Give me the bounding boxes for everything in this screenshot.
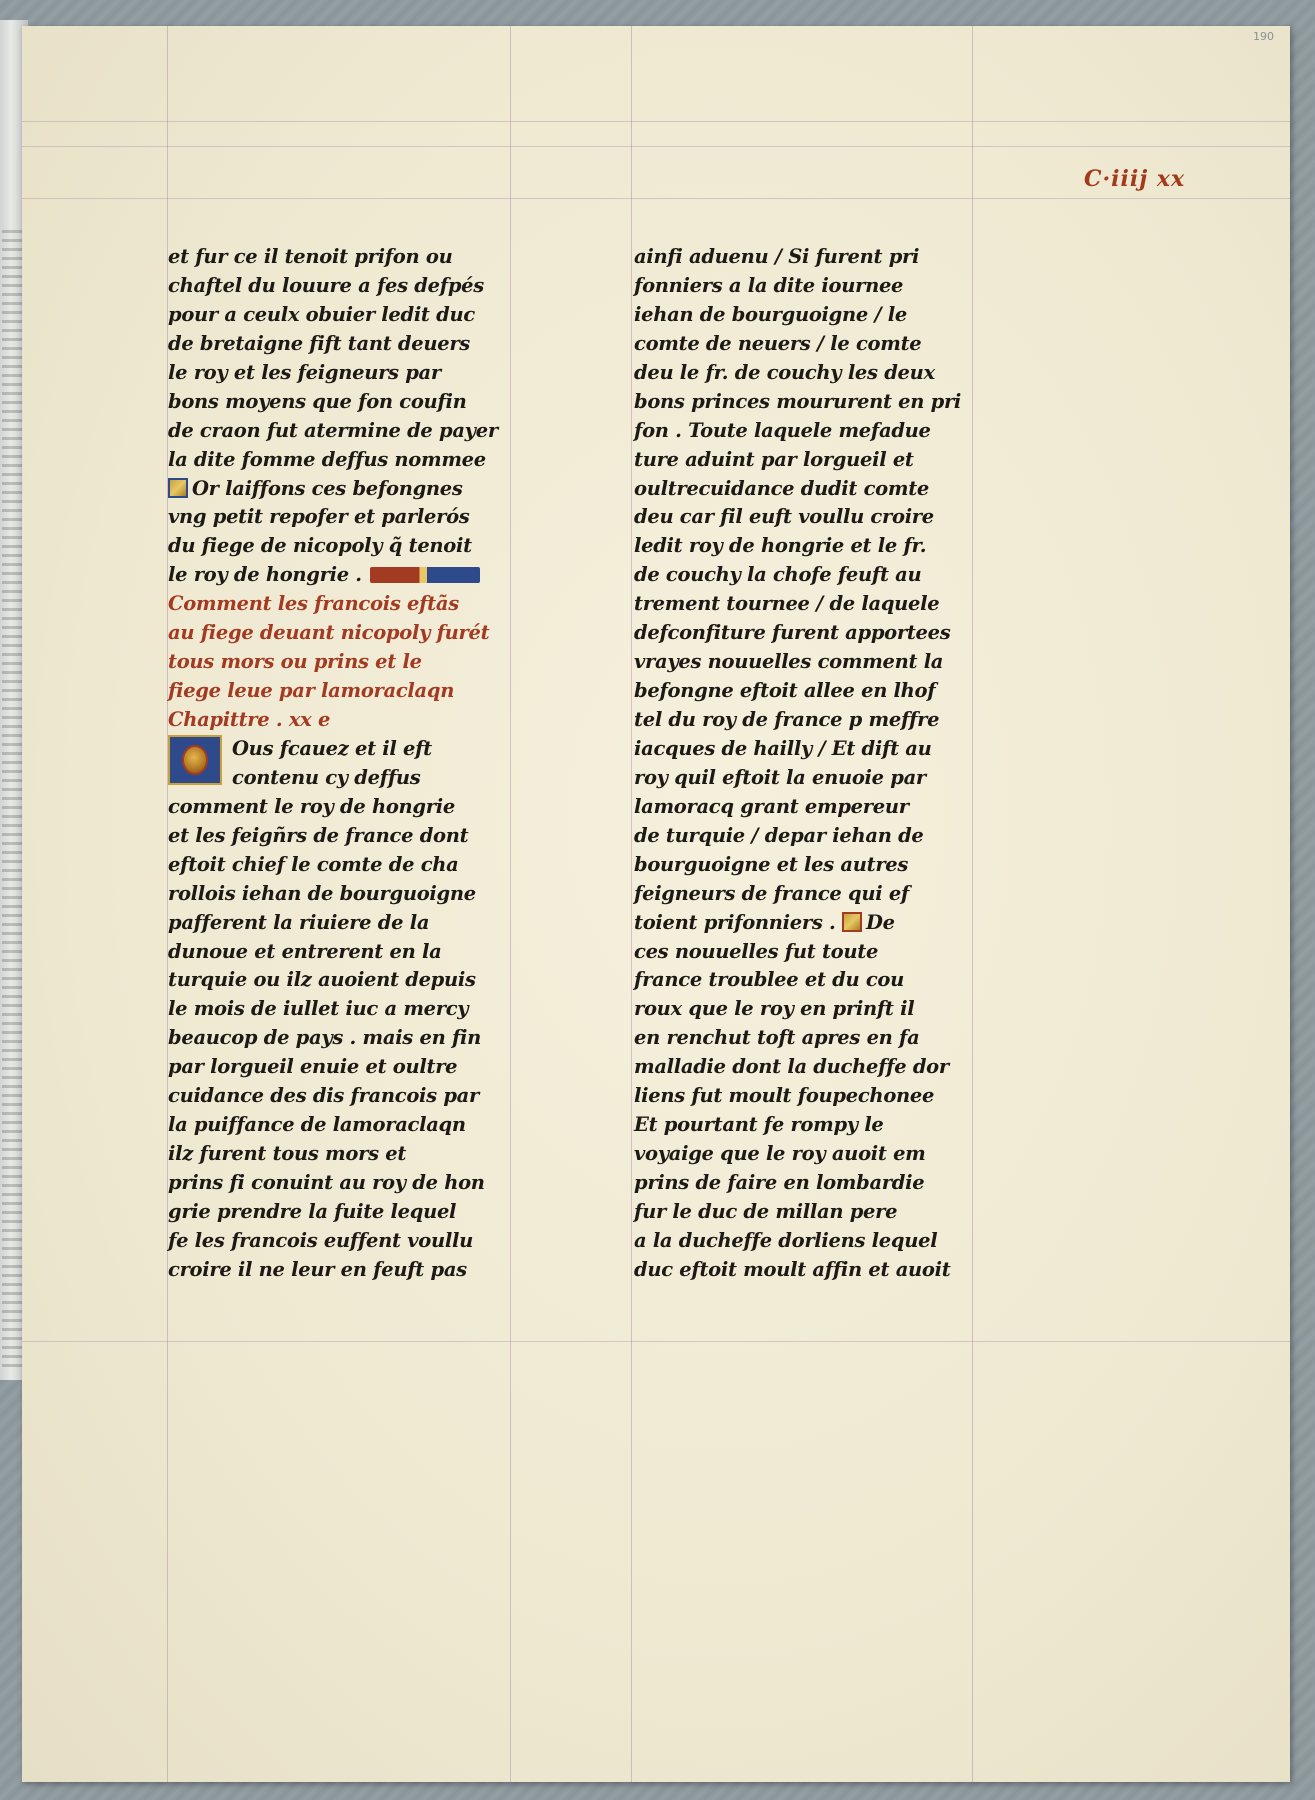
text-line: Et pourtant fe rompy le [634,1113,884,1137]
text-line: bons princes moururent en pri [634,389,962,413]
text-line: duc eftoit moult affin et auoit [634,1257,951,1281]
line-filler-ornament [370,567,480,583]
decorated-initial-icon [842,912,862,932]
text-line: comte de neuers / le comte [634,331,922,355]
ruling-line [22,146,1290,147]
rubric-line: au fiege deuant nicopoly furét [168,621,490,645]
text-line: contenu cy deffus [232,765,421,789]
text-line: par lorgueil enuie et oultre [168,1055,458,1079]
text-line: le roy de hongrie . [168,563,362,587]
text-line: bourguoigne et les autres [634,852,909,876]
manuscript-page [22,26,1290,1782]
text-line: deu car fil euft voullu croire [634,505,934,529]
text-line: toient prifonniers . [634,910,836,934]
text-line: de bretaigne fift tant deuers [168,331,470,355]
text-line: De [866,910,895,934]
text-line: malladie dont la ducheffe dor [634,1055,949,1079]
initial-ornament [182,745,208,775]
text-line: rollois iehan de bourguoigne [168,881,476,905]
text-line: deu le fr. de couchy les deux [634,360,935,384]
text-line: voyaige que le roy auoit em [634,1142,926,1166]
text-line: fonniers a la dite iournee [634,273,904,297]
text-line: vng petit repofer et parlerós [168,505,470,529]
text-line: defconfiture furent apportees [634,621,951,645]
text-line: tel du roy de france p meffre [634,708,940,731]
text-line: grie prendre la fuite lequel [168,1199,457,1223]
ruling-line [22,198,1290,199]
text-line: feigneurs de france qui ef [634,881,910,905]
text-line: cuidance des dis francois par [168,1084,479,1108]
text-line: pour a ceulx obuier ledit duc [168,302,475,326]
text-line: de turquie / depar iehan de [634,823,924,847]
text-line: turquie ou ilz auoient depuis [168,968,476,992]
text-line: vrayes nouuelles comment la [634,650,944,674]
illuminated-initial-icon [168,735,222,785]
text-line: le mois de iullet iuc a mercy [168,997,469,1021]
text-line: roux que le roy en prinft il [634,997,915,1021]
text-line-with-initial [634,909,994,938]
text-line: roy quil eftoit la enuoie par [634,765,926,789]
right-column [634,243,994,1285]
text-line: Or laiffons ces befongnes [192,476,463,500]
running-head: C·iiij xx [1084,166,1186,192]
rubric-line: Chapittre . xx e [168,708,331,731]
text-line: et les feigñrs de france dont [168,823,469,847]
text-line: et fur ce il tenoit prifon ou [168,245,453,268]
text-line: ainfi aduenu / Si furent pri [634,245,920,268]
text-line: la dite fomme deffus nommee [168,447,486,471]
text-line: eftoit chief le comte de cha [168,852,459,876]
text-line: pafferent la riuiere de la [168,910,430,934]
text-line: dunoue et entrerent en la [168,939,442,963]
text-line: oultrecuidance dudit comte [634,476,930,500]
text-line: iacques de hailly / Et dift au [634,736,932,760]
text-line: liens fut moult foupechonee [634,1084,935,1108]
text-line: chaftel du louure a fes defpés [168,273,484,297]
text-line: du fiege de nicopoly q̃ tenoit [168,534,472,558]
chapter-opening [168,735,513,793]
text-line: ilz furent tous mors et [168,1142,407,1166]
left-column [168,243,513,1285]
rubric-line: tous mors ou prins et le [168,650,422,674]
text-line: ledit roy de hongrie et le fr. [634,534,927,558]
text-line: comment le roy de hongrie [168,794,455,818]
text-line: en renchut toft apres en fa [634,1026,920,1050]
text-line: la puiffance de lamoraclaqn [168,1113,466,1137]
text-line: prins fi conuint au roy de hon [168,1171,485,1194]
text-line: ture aduint par lorgueil et [634,447,914,471]
adjacent-page-text [2,230,24,1370]
text-line: Ous fcauez et il eft [232,736,432,760]
rubric-line: Comment les francois eftãs [168,592,459,616]
ruling-line [631,26,632,1782]
text-line: lamoracq grant empereur [634,794,909,818]
rubric-line: fiege leue par lamoraclaqn [168,679,455,703]
text-line: bons moyens que fon coufin [168,389,467,413]
text-line: france troublee et du cou [634,968,905,992]
text-line: prins de faire en lombardie [634,1171,925,1194]
text-line: befongne eftoit allee en lhof [634,679,936,703]
ruling-line [22,121,1290,122]
text-line: de couchy la chofe feuft au [634,563,922,587]
text-line: beaucop de pays . mais en fin [168,1026,482,1050]
text-line: croire il ne leur en feuft pas [168,1257,467,1281]
text-line: de craon fut atermine de payer [168,418,498,442]
text-line: iehan de bourguoigne / le [634,302,907,326]
text-line: le roy et les feigneurs par [168,360,441,384]
text-line: a la ducheffe dorliens lequel [634,1228,938,1252]
text-line: trement tournee / de laquele [634,592,940,616]
text-line-with-initial [168,475,513,504]
text-line: fon . Toute laquele mefadue [634,418,931,442]
text-line: fe les francois euffent voullu [168,1228,473,1252]
ruling-line [22,1341,1290,1342]
folio-number: 190 [1253,30,1274,43]
decorated-initial-icon [168,478,188,498]
text-line: ces nouuelles fut toute [634,939,879,963]
text-line-with-filler [168,561,513,590]
text-line: fur le duc de millan pere [634,1199,898,1223]
